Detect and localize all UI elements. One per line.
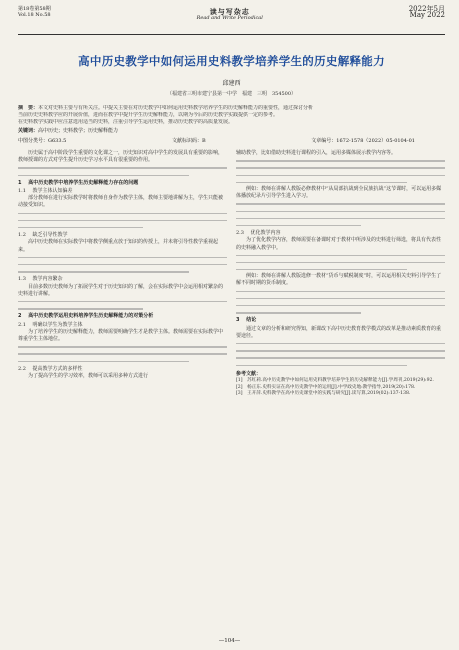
text-line <box>236 157 445 164</box>
document-code: 文献标识码：B <box>171 138 206 144</box>
reference-item: [1] 苏红莉.高中历史教学中如何运用史料教学培养学生的历史解释能力[J].学周刊,2019(29):92. <box>236 378 434 383</box>
example-paragraph: 例如：教师在讲解人教版选修一教材“货币与赋税制度”时，可以运用相关史料引导学生了解不同时期的货币制度。 <box>236 273 442 287</box>
text-line <box>236 295 445 302</box>
keywords-text: 高中历史；史料教学；历史解释能力 <box>38 128 119 134</box>
text-line <box>18 343 227 350</box>
header-left <box>18 6 51 18</box>
abstract-label: 摘 要： <box>18 105 39 111</box>
subsection-heading-1-3: 1.3 教学内容繁杂 <box>18 276 63 283</box>
conclusion-paragraph: 通过文章的分析和研究得知，新课改下高中历史教育教学模式的改革是推动素质教育的重要途径。 <box>236 325 442 339</box>
abstract-text: 本文对史料主要与有所关注。中提关主要在对历史教学中如何运用史料教学培养学生的历史解释能力的重要性，通过探讨分析 <box>38 105 314 111</box>
paragraph: 为了优化教学内容，教师需要在备课时对于教材中所涉及的史料进行筛选，将具有代表性的史料融入教学中。 <box>236 237 442 251</box>
text-line <box>236 252 445 259</box>
text-line <box>236 354 445 361</box>
references-label: 参考文献： <box>236 370 262 377</box>
abstract-line: 当前历史史料教学应的开展价值，进而在教学中提升学生历史解释能力，以期为今后的历史教学实践提供一定的参考。 <box>18 112 279 118</box>
right-column <box>236 150 445 398</box>
text-line <box>18 172 227 179</box>
text-line <box>18 268 227 275</box>
text-line <box>236 340 445 347</box>
text-line <box>18 305 227 312</box>
paragraph: 部分教师在进行实际教学时将教师自身作为教学主体，教师主要地讲解为主，学生只能被动接受知识。 <box>18 195 224 209</box>
page-header <box>18 6 445 35</box>
text-line <box>236 164 445 171</box>
text-line <box>18 261 227 268</box>
text-line <box>236 179 445 186</box>
intro-paragraph: 历史属于高中阶段学生重要的文化课之一，历史知识对高中学生的发展具有重要的影响，教师授课的方式对学生提升历史学习水平具有很重要的作用。 <box>18 150 224 164</box>
paragraph: 高中历史教师在实际教学中将教学侧重点放于知识的传授上，并未将引导性教学重视起来。 <box>18 239 219 253</box>
text-line <box>236 222 445 229</box>
article-title: 高中历史教学中如何运用史料教学培养学生的历史解释能力 <box>78 54 385 68</box>
text-line <box>236 208 445 215</box>
left-column <box>18 150 227 398</box>
text-line <box>18 224 227 231</box>
text-line <box>18 358 227 365</box>
clc-number: 中图分类号：G633.5 <box>18 138 67 144</box>
issue-date-en: May 2022 <box>409 11 445 19</box>
abstract <box>18 105 445 126</box>
text-line <box>236 309 445 316</box>
subsection-heading-2-2: 2.2 提高教学方式的多样性 <box>18 365 83 372</box>
article-author: 邱建西 <box>222 80 241 87</box>
paragraph: 为了培养学生的历史解释能力，教师需要明确学生才是教学主体。教师需要在实际教学中尊重学生主体地位。 <box>18 328 224 342</box>
body-columns <box>18 150 445 398</box>
text-line <box>236 347 445 354</box>
text-line <box>18 164 227 171</box>
text-line <box>236 288 445 295</box>
reference-item: [2] 杨正东.史料实证在高中历史教学中的运用[J].中学政史地:教学指导,2019(20):178. <box>236 384 416 390</box>
paragraph: 辅助教学，比如借助史料进行课程的引入，运用多媒体展示教学内容等。 <box>236 150 397 156</box>
paragraph: 目前多数历史教师为了拓展学生对于历史知识的了解，会在实际教学中会运用相对繁杂的史料进行讲解。 <box>18 283 224 297</box>
journal-name-cn: 读与写杂志 <box>209 7 250 16</box>
journal-vol-en: Vol.18 No.58 <box>18 12 51 18</box>
keywords-label: 关键词： <box>18 128 39 134</box>
journal-issue-cn: 第18卷第58期 <box>18 6 51 12</box>
text-line <box>236 362 445 369</box>
text-line <box>236 172 445 179</box>
text-line <box>236 302 445 309</box>
subsection-heading-1-2: 1.2 缺乏引导性教学 <box>18 232 68 239</box>
subsection-heading-2-3: 2.3 优化教学内容 <box>236 230 281 237</box>
journal-name-en: Read and Write Periodical <box>196 15 263 21</box>
subsection-heading-2-1: 2.1 明确以学生为教学主体 <box>18 321 83 328</box>
header-right <box>409 6 445 18</box>
text-line <box>18 217 227 224</box>
keywords <box>18 128 445 135</box>
text-line <box>236 259 445 266</box>
text-line <box>236 215 445 222</box>
text-line <box>236 200 445 207</box>
text-line <box>236 266 445 273</box>
abstract-line <box>18 105 445 112</box>
issue-date-cn: 2022年5月 <box>408 5 445 13</box>
text-line <box>18 254 227 261</box>
subsection-heading-1-1: 1.1 教学主体认知偏差 <box>18 187 73 194</box>
text-line <box>18 210 227 217</box>
section-heading-3: 3 结论 <box>236 317 257 324</box>
article-number: 文章编号：1672-1578（2022）05-0104-01 <box>311 138 415 144</box>
section-heading-1: 1 高中历史教学中培养学生历史解释能力存在的问题 <box>18 179 139 186</box>
text-line <box>18 350 227 357</box>
classification-ids <box>18 137 445 144</box>
abstract-line: 在史料教学实践中应注意选用适当的史料，注重引导学生运用史料，推动历史教学的高质量发展。 <box>18 119 234 125</box>
text-line <box>18 298 227 305</box>
references <box>236 371 445 398</box>
reference-item: [3] 王开萍.史料教学在高中历史课堂中的实践与研究[J].读写算,2019(02):137-138. <box>236 391 411 397</box>
page-number: —104— <box>218 638 241 644</box>
example-paragraph: 例如：教师在讲解人教版必修教材中“从局部抗战到全民族抗战”这节课时，可以运用多媒体播放纪录片引导学生进入学习。 <box>236 185 442 200</box>
author-affiliation: （福建省三明市建宁县第一中学 福建 三明 354500） <box>166 91 297 97</box>
paragraph: 为了提高学生的学习效率，教师可以采用多种方式进行 <box>28 372 149 379</box>
header-center <box>197 8 263 22</box>
section-heading-2: 2 高中历史教学运用史料培养学生历史解释能力的对策分析 <box>18 313 154 320</box>
